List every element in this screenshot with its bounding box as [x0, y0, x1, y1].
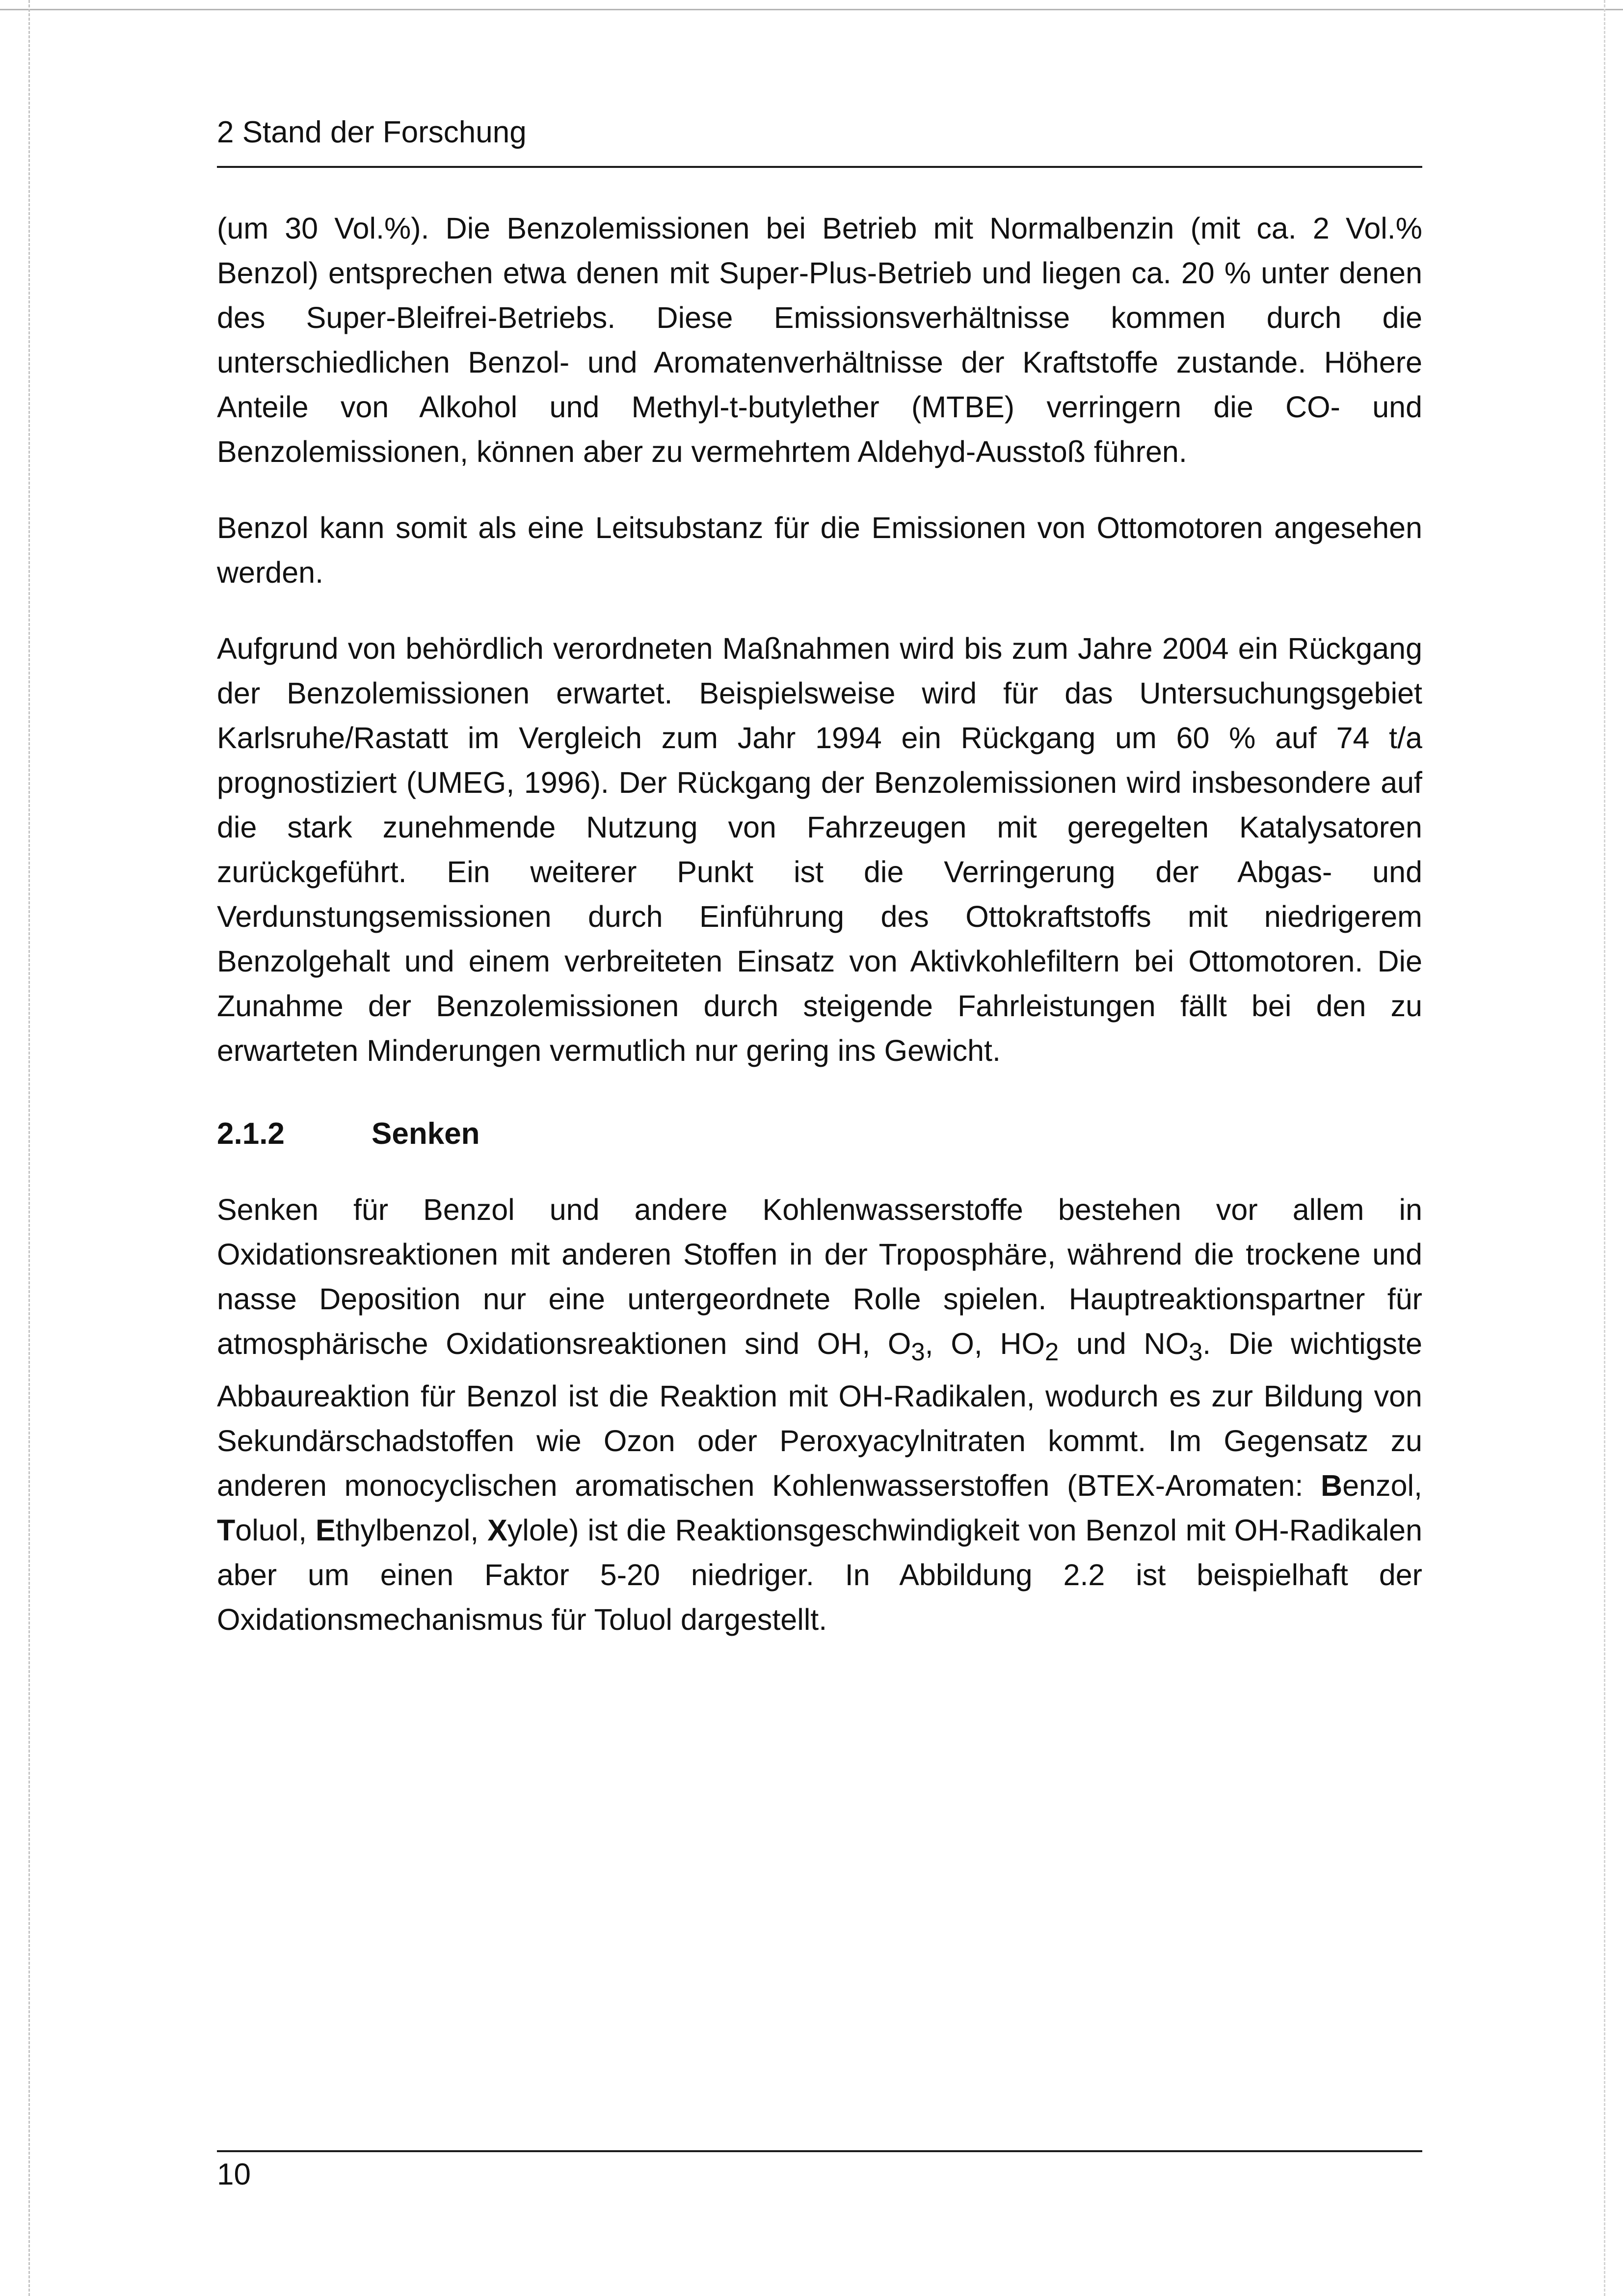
header-rule — [217, 166, 1422, 168]
paragraph-rueckgang: Aufgrund von behördlich verordneten Maßnahmen wird bis zum Jahre 2004 ein Rückgang der Benzolemissionen erwartet. Beispielsweise wird für das Untersuchungsgebiet Karlsruhe/Rastatt im Vergleich zum Jahr 1994 ein Rückgang um 60 % auf 74 t/a prognostiziert (UMEG, 1996). Der Rückgang der Benzolemissionen wird insbesondere auf die stark zunehmende Nutzung von Fahrzeugen mit geregelten Katalysatoren zurückgeführt. Ein weiterer Punkt ist die Verringerung der Abgas- und Verdunstungsemissionen durch Einführung des Ottokraftstoffs mit niedrigerem Benzolgehalt und einem verbreiteten Einsatz von Aktivkohlefiltern bei Ottomotoren. Die Zunahme der Benzolemissionen durch steigende Fahrleistungen fällt bei den zu erwarteten Minderungen vermutlich nur gering ins Gewicht. — [217, 632, 1422, 1067]
text-fragment: , O, HO — [925, 1327, 1045, 1360]
scan-border-top — [0, 9, 1623, 10]
bold-initial: T — [217, 1513, 236, 1547]
text-fragment: . Die wichtigste Abbaureaktion für Benzol ist die Reaktion mit OH-Radikalen, wodurch es zur Bildung von Sekundärschadstoffen wie Ozon oder Peroxyacylnitraten kommt. Im Gegensatz zu anderen monocyclischen aromatischen Kohlenwasserstoffen (BTEX-Aromaten: — [217, 1327, 1423, 1503]
scan-border-left — [28, 0, 30, 2296]
section-heading — [217, 1111, 1422, 1156]
paragraph-senken — [217, 1188, 1422, 1642]
page-number: 10 — [217, 2158, 251, 2191]
footer-rule — [217, 2150, 1422, 2152]
running-header: 2 Stand der Forschung — [217, 115, 527, 149]
paragraph-emission-ratios: (um 30 Vol.%). Die Benzolemissionen bei Betrieb mit Normalbenzin (mit ca. 2 Vol.% Benzol) entsprechen etwa denen mit Super-Plus-Betrieb und liegen ca. 20 % unter denen des Super-Bleifrei-Betriebs. Diese Emissionsverhältnisse kommen durch die unterschiedlichen Benzol- und Aromatenverhältnisse der Kraftstoffe zustande. Höhere Anteile von Alkohol und Methyl-t-butylether (MTBE) verringern die CO- und Benzolemissionen, können aber zu vermehrtem Aldehyd-Ausstoß führen. — [217, 212, 1422, 468]
page-body — [217, 206, 1422, 1642]
bold-initial: X — [487, 1513, 507, 1547]
section-number: 2.1.2 — [217, 1117, 285, 1151]
text-fragment: Senken für Benzol und andere Kohlenwasserstoffe bestehen vor allem in Oxidationsreaktionen mit anderen Stoffen in der Troposphäre, während die trockene und nasse Deposition nur eine untergeordnete Rolle spielen. Hauptreaktionspartner für atmosphärische Oxidationsreaktionen sind OH, O — [217, 1193, 1422, 1360]
text-fragment: thylbenzol, — [335, 1513, 488, 1547]
subscript: 2 — [1044, 1338, 1059, 1366]
text-fragment: oluol, — [235, 1513, 316, 1547]
bold-initial: B — [1321, 1469, 1343, 1503]
text-fragment: ylole) ist die Reaktionsgeschwindigkeit von Benzol mit OH-Radikalen aber um einen Faktor 5-20 niedriger. In Abbildung 2.2 ist beispielhaft der Oxidationsmechanismus für Toluol dargestellt. — [217, 1513, 1422, 1637]
subscript: 3 — [911, 1338, 925, 1366]
text-fragment: enzol, — [1342, 1469, 1422, 1503]
section-title: Senken — [372, 1117, 480, 1151]
subscript: 3 — [1188, 1338, 1203, 1366]
scan-border-right — [1604, 0, 1605, 2296]
paragraph-leitsubstanz: Benzol kann somit als eine Leitsubstanz für die Emissionen von Ottomotoren angesehen werden. — [217, 511, 1422, 589]
bold-initial: E — [315, 1513, 336, 1547]
text-fragment: und NO — [1059, 1327, 1189, 1360]
